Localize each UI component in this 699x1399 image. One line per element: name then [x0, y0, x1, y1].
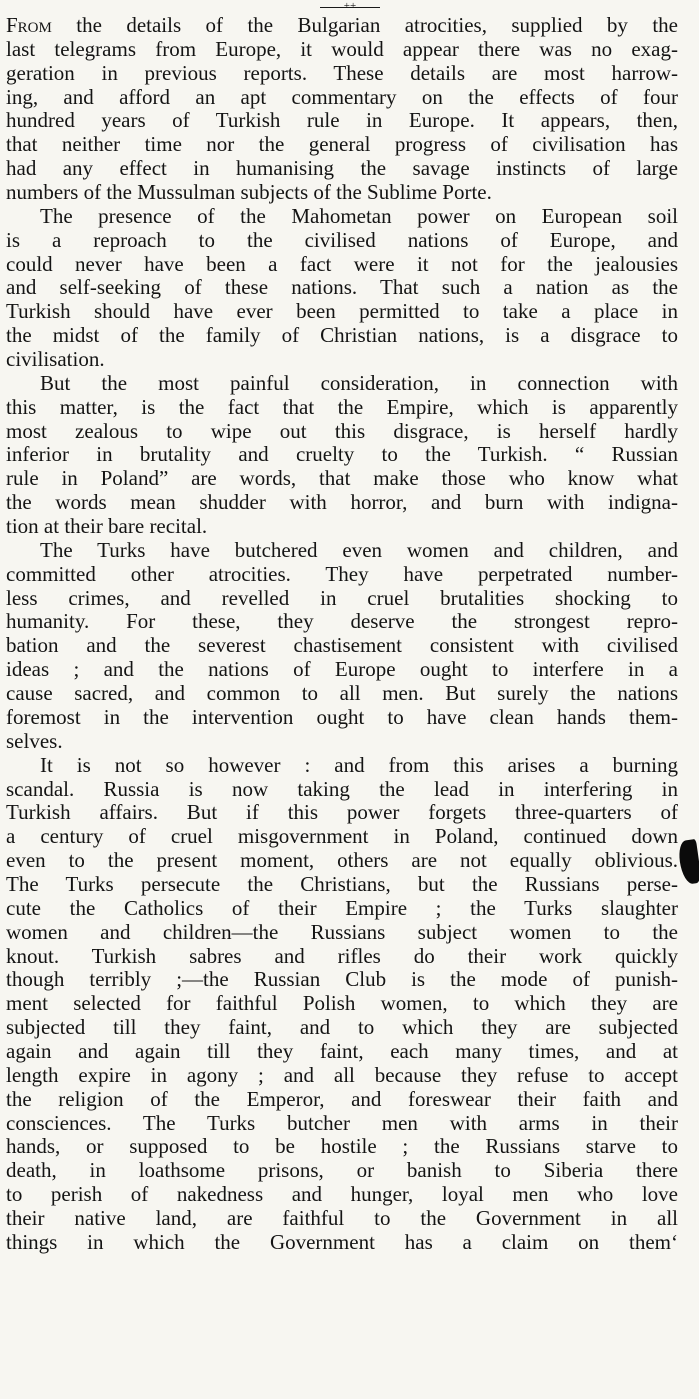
article-line: foremost in the intervention ought to have clean hands them-: [6, 704, 678, 729]
article-line: scandal. Russia is now taking the lead in interfering in: [6, 776, 678, 801]
article-line: again and again till they faint, each many times, and at: [6, 1038, 678, 1063]
article-line: ing, and afford an apt commentary on the effects of four: [6, 84, 678, 109]
section-separator: [320, 2, 380, 12]
article-line: to perish of nakedness and hunger, loyal men who love: [6, 1182, 678, 1207]
lead-word: From: [6, 13, 52, 37]
article-line: The Turks have butchered even women and children, and: [40, 537, 678, 562]
article-line: things in which the Government has a claim on them‘: [6, 1229, 678, 1254]
article-line: geration in previous reports. These details are most harrow-: [6, 60, 678, 85]
article-line: hands, or supposed to be hostile ; the Russians starve to: [6, 1134, 678, 1159]
article-line: that neither time nor the general progress of civilisation has: [6, 132, 678, 157]
article-line: though terribly ;—the Russian Club is the mode of punish-: [6, 967, 678, 992]
article-column: [6, 14, 678, 1255]
article-line: numbers of the Mussulman subjects of the Sublime Porte.: [6, 180, 492, 205]
article-line: death, in loathsome prisons, or banish to Siberia there: [6, 1158, 678, 1183]
article-line: most zealous to wipe out this disgrace, is herself hardly: [6, 418, 678, 443]
article-line: From the details of the Bulgarian atrocities, supplied by the: [6, 13, 678, 37]
article-line: bation and the severest chastisement consistent with civilised: [6, 633, 678, 658]
article-line: and self-seeking of these nations. That such a nation as the: [6, 275, 678, 300]
article-line: tion at their bare recital.: [6, 514, 208, 539]
article-line: subjected till they faint, and to which they are subjected: [6, 1015, 678, 1040]
article-line: this matter, is the fact that the Empire, which is apparently: [6, 394, 678, 419]
article-line: a century of cruel misgovernment in Poland, continued down: [6, 824, 678, 849]
ink-blot: [677, 839, 699, 885]
article-line: women and children—the Russians subject women to the: [6, 919, 678, 944]
article-line: ideas ; and the nations of Europe ought to interfere in a: [6, 657, 678, 682]
article-line: The presence of the Mahometan power on European soil: [40, 203, 678, 228]
article-line: their native land, are faithful to the Government in all: [6, 1205, 678, 1230]
article-line: selves.: [6, 728, 63, 753]
article-line: hundred years of Turkish rule in Europe. It appears, then,: [6, 108, 678, 133]
article-line: inferior in brutality and cruelty to the Turkish. “ Russian: [6, 442, 678, 467]
article-line: But the most painful consideration, in connection with: [40, 370, 678, 395]
article-line: could never have been a fact were it not for the jealousies: [6, 251, 678, 276]
article-line: The Turks persecute the Christians, but the Russians perse-: [6, 871, 678, 896]
article-line: is a reproach to the civilised nations of Europe, and: [6, 227, 678, 252]
article-line: cute the Catholics of their Empire ; the Turks slaughter: [6, 895, 678, 920]
article-line: cause sacred, and common to all men. But surely the nations: [6, 681, 678, 706]
article-line: even to the present moment, others are not equally oblivious.: [6, 848, 678, 873]
article-line: last telegrams from Europe, it would appear there was no exag-: [6, 36, 678, 61]
article-line: Turkish should have ever been permitted to take a place in: [6, 299, 678, 324]
article-line: rule in Poland” are words, that make those who know what: [6, 466, 678, 491]
article-line: It is not so however : and from this arises a burning: [40, 752, 678, 777]
article-line: knout. Turkish sabres and rifles do their work quickly: [6, 943, 678, 968]
article-line: committed other atrocities. They have perpetrated number-: [6, 561, 678, 586]
article-line: the midst of the family of Christian nations, is a disgrace to: [6, 323, 678, 348]
article-line: the religion of the Emperor, and foreswear their faith and: [6, 1086, 678, 1111]
article-line: less crimes, and revelled in cruel brutalities shocking to: [6, 585, 678, 610]
article-line: ment selected for faithful Polish women, to which they are: [6, 991, 678, 1016]
article-line: the words mean shudder with horror, and burn with indigna-: [6, 490, 678, 515]
separator-ornament: ++: [343, 0, 357, 12]
article-line: consciences. The Turks butcher men with arms in their: [6, 1110, 678, 1135]
article-line: had any effect in humanising the savage instincts of large: [6, 156, 678, 181]
article-line: civilisation.: [6, 347, 105, 372]
article-line: humanity. For these, they deserve the strongest repro-: [6, 609, 678, 634]
article-line: length expire in agony ; and all because they refuse to accept: [6, 1062, 678, 1087]
article-line: Turkish affairs. But if this power forgets three-quarters of: [6, 800, 678, 825]
